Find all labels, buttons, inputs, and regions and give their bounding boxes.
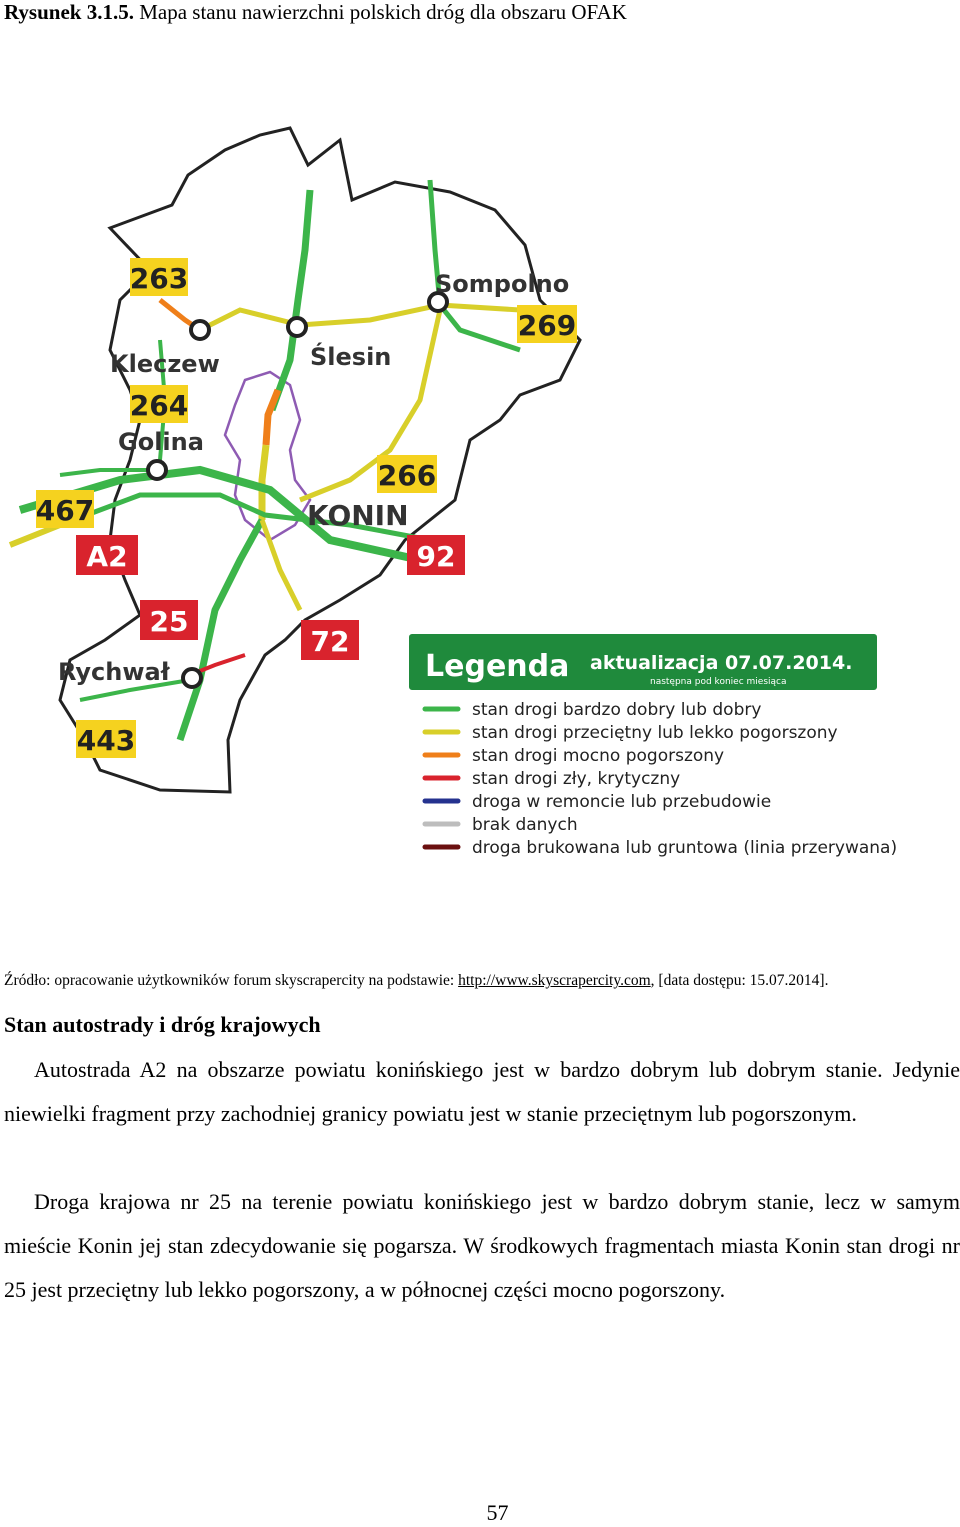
place-konin: KONIN bbox=[307, 499, 409, 532]
legend-label: droga brukowana lub gruntowa (linia przerywana) bbox=[472, 838, 898, 858]
svg-text:25: 25 bbox=[149, 605, 189, 638]
county-border bbox=[60, 128, 580, 792]
legend-update: aktualizacja 07.07.2014. bbox=[590, 652, 853, 674]
legend-title: Legenda bbox=[425, 649, 570, 684]
svg-text:264: 264 bbox=[129, 389, 189, 422]
road-sign-25 bbox=[140, 600, 198, 640]
svg-text:92: 92 bbox=[416, 540, 456, 573]
map-legend bbox=[408, 633, 897, 858]
page-number: 57 bbox=[486, 1500, 509, 1525]
road-sign-467 bbox=[36, 490, 94, 528]
section-heading: Stan autostrady i dróg krajowych bbox=[4, 1012, 321, 1037]
road-sign-443 bbox=[76, 720, 136, 758]
place-rychwal: Rychwał bbox=[58, 658, 170, 686]
svg-text:72: 72 bbox=[310, 625, 350, 658]
road-sign-266 bbox=[377, 455, 437, 493]
svg-text:266: 266 bbox=[377, 459, 437, 492]
source-prefix: Źródło: opracowanie użytkowników forum skyscrapercity na podstawie: bbox=[4, 972, 459, 989]
svg-text:A2: A2 bbox=[86, 540, 128, 573]
legend-label: stan drogi przeciętny lub lekko pogorszony bbox=[472, 723, 838, 743]
road-sign-263 bbox=[130, 258, 188, 296]
legend-next-update: następna pod koniec miesiąca bbox=[650, 677, 787, 687]
town-marker-golina bbox=[148, 461, 166, 479]
road-sign-72 bbox=[301, 620, 359, 660]
legend-label: brak danych bbox=[472, 815, 578, 835]
road-sign-269 bbox=[517, 305, 577, 343]
legend-label: stan drogi bardzo dobry lub dobry bbox=[472, 700, 762, 720]
paragraph-2 bbox=[4, 1180, 960, 1312]
figure-title: Mapa stanu nawierzchni polskich dróg dla obszaru OFAK bbox=[139, 0, 627, 24]
place-golina: Golina bbox=[118, 428, 204, 456]
place-kleczew: Kleczew bbox=[110, 350, 220, 378]
road-sign-264 bbox=[130, 385, 188, 423]
legend-label: droga w remoncie lub przebudowie bbox=[472, 792, 772, 812]
legend-label: stan drogi zły, krytyczny bbox=[472, 769, 681, 789]
legend-items bbox=[425, 700, 897, 858]
svg-text:467: 467 bbox=[35, 494, 95, 527]
road-25-konin-yellow bbox=[262, 445, 266, 520]
legend-label: stan drogi mocno pogorszony bbox=[472, 746, 725, 766]
road-slesin-yellow bbox=[200, 305, 520, 330]
svg-text:443: 443 bbox=[76, 724, 136, 757]
town-marker-rychwal bbox=[183, 669, 201, 687]
source-link[interactable]: http://www.skyscrapercity.com bbox=[458, 972, 651, 989]
place-slesin: Ślesin bbox=[310, 343, 392, 371]
road-sign-a2 bbox=[76, 535, 138, 575]
road-sign-92 bbox=[407, 535, 465, 575]
road-269-green bbox=[430, 180, 520, 350]
svg-text:263: 263 bbox=[129, 262, 189, 295]
road-25-north-orange bbox=[266, 390, 278, 445]
paragraph-1 bbox=[4, 1048, 960, 1136]
figure-caption bbox=[4, 0, 627, 25]
source-suffix: , [data dostępu: 15.07.2014]. bbox=[650, 972, 829, 989]
road-condition-map bbox=[0, 110, 960, 870]
paragraph-2-text: Droga krajowa nr 25 na terenie powiatu konińskiego jest w bardzo dobrym stanie, lecz w samym mieście Konin jej stan zdecydowanie się pogarsza. W środkowych fragmentach miasta Konin stan drogi nr 25 jest przeciętny lub lekko pogorszony, a w północnej części mocno pogorszony. bbox=[4, 1189, 960, 1302]
paragraph-1-text: Autostrada A2 na obszarze powiatu konińskiego jest w bardzo dobrym lub dobrym stanie. Jedynie niewielki fragment przy zachodniej granicy powiatu jest w stanie przeciętnym lub pogorszonym. bbox=[4, 1057, 960, 1126]
place-sompolno: Sompolno bbox=[435, 270, 570, 298]
town-marker-kleczew bbox=[191, 321, 209, 339]
figure-label: Rysunek 3.1.5. bbox=[4, 0, 134, 24]
source-note bbox=[4, 972, 828, 990]
town-marker-slesin bbox=[288, 318, 306, 336]
svg-text:269: 269 bbox=[517, 309, 577, 342]
